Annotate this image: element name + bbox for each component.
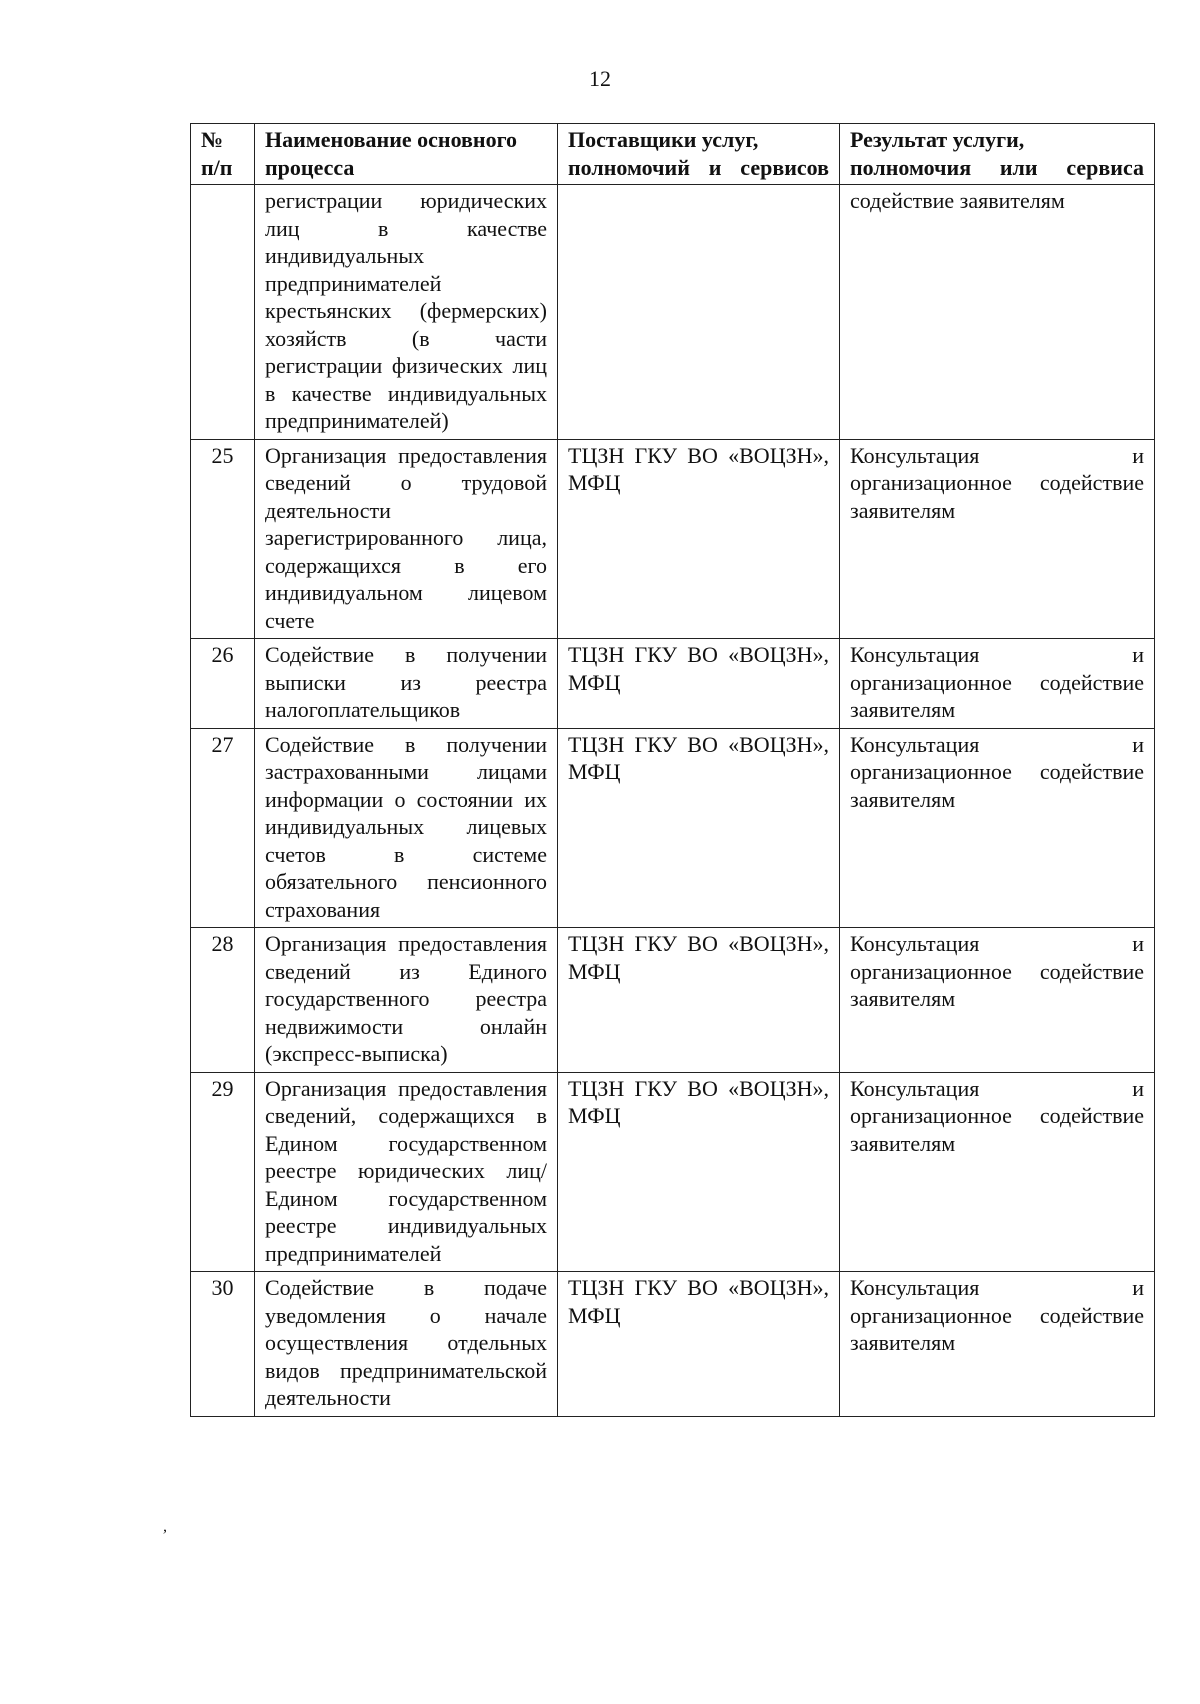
row-result: Консультация и организационное содействие заявителям — [840, 728, 1155, 928]
header-providers: Поставщики услуг, полномочий и сервисов — [558, 124, 840, 185]
row-result: содействие заявителям — [840, 185, 1155, 440]
table-row — [191, 728, 1155, 928]
row-providers: ТЦЗН ГКУ ВО «ВОЦЗН», МФЦ — [558, 639, 840, 729]
row-number: 28 — [191, 928, 255, 1073]
table-row — [191, 639, 1155, 729]
row-number: 25 — [191, 439, 255, 639]
row-number: 30 — [191, 1272, 255, 1417]
table-header-row — [191, 124, 1155, 185]
table-row — [191, 1072, 1155, 1272]
row-providers: ТЦЗН ГКУ ВО «ВОЦЗН», МФЦ — [558, 728, 840, 928]
row-process-name: Содействие в получении застрахованными лицами информации о состоянии их индивидуальных лицевых счетов в системе обязательного пенсионного страхования — [255, 728, 558, 928]
row-providers — [558, 185, 840, 440]
row-result: Консультация и организационное содействие заявителям — [840, 639, 1155, 729]
page-number: 12 — [589, 66, 611, 91]
table-row — [191, 185, 1155, 440]
table-row — [191, 928, 1155, 1073]
row-process-name: Содействие в подаче уведомления о начале осуществления отдельных видов предпринимательской деятельности — [255, 1272, 558, 1417]
header-process-name: Наименование основного процесса — [255, 124, 558, 185]
row-process-name: регистрации юридических лиц в качестве индивидуальных предпринимателей крестьянских (фермерских) хозяйств (в части регистрации физических лиц в качестве индивидуальных предпринимателей) — [255, 185, 558, 440]
row-process-name: Организация предоставления сведений, содержащихся в Едином государственном реестре юридических лиц/Едином государственном реестре индивидуальных предпринимателей — [255, 1072, 558, 1272]
row-number: 27 — [191, 728, 255, 928]
row-result: Консультация и организационное содействие заявителям — [840, 439, 1155, 639]
row-result: Консультация и организационное содействие заявителям — [840, 1272, 1155, 1417]
row-providers: ТЦЗН ГКУ ВО «ВОЦЗН», МФЦ — [558, 1072, 840, 1272]
row-number: 29 — [191, 1072, 255, 1272]
table-row — [191, 1272, 1155, 1417]
row-number — [191, 185, 255, 440]
row-result: Консультация и организационное содействие заявителям — [840, 1072, 1155, 1272]
header-result: Результат услуги, полномочия или сервиса — [840, 124, 1155, 185]
table-row — [191, 439, 1155, 639]
header-number: № п/п — [191, 124, 255, 185]
row-result: Консультация и организационное содействие заявителям — [840, 928, 1155, 1073]
row-process-name: Содействие в получении выписки из реестра налогоплательщиков — [255, 639, 558, 729]
services-table — [190, 123, 1155, 1417]
stray-pen-mark: , — [163, 1518, 167, 1535]
row-process-name: Организация предоставления сведений из Единого государственного реестра недвижимости онлайн (экспресс-выписка) — [255, 928, 558, 1073]
row-process-name: Организация предоставления сведений о трудовой деятельности зарегистрированного лица, содержащихся в его индивидуальном лицевом счете — [255, 439, 558, 639]
row-providers: ТЦЗН ГКУ ВО «ВОЦЗН», МФЦ — [558, 928, 840, 1073]
row-providers: ТЦЗН ГКУ ВО «ВОЦЗН», МФЦ — [558, 439, 840, 639]
row-providers: ТЦЗН ГКУ ВО «ВОЦЗН», МФЦ — [558, 1272, 840, 1417]
row-number: 26 — [191, 639, 255, 729]
